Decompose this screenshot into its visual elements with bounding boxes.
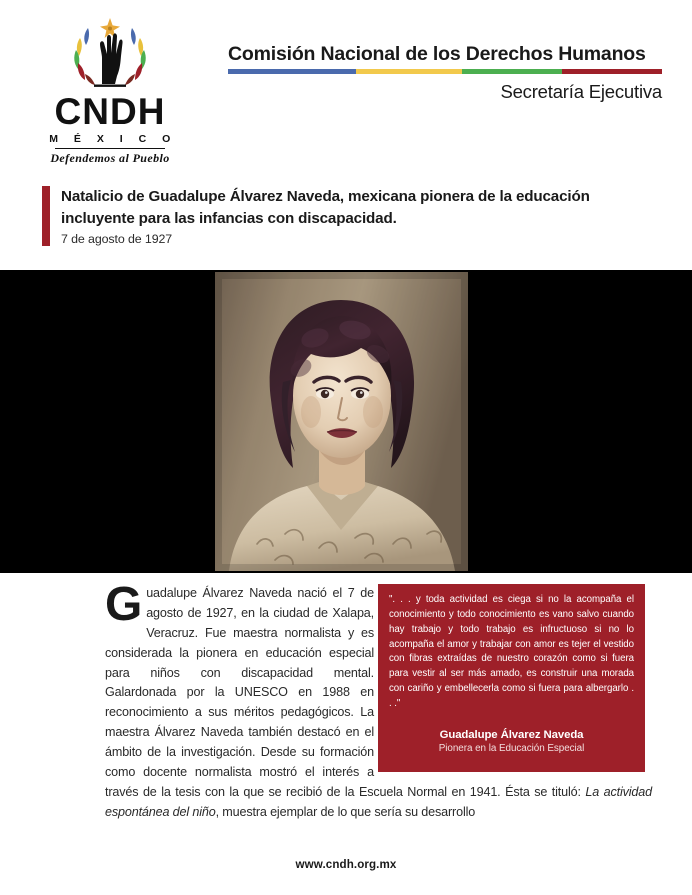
page-date: 7 de agosto de 1927 bbox=[61, 232, 173, 247]
article-body-text: uadalupe Álvarez Naveda nació el 7 de agosto de 1927, en la ciudad de Xalapa, Veracruz. Fue maestra normalista y es considerada la pionera en educación especial para niños con discapacidad mental. Galardonada por la UNESCO en 1988 en reconocimiento a sus méritos pedagógicos. La maestra Álvarez Naveda también destacó en el ámbito de la investigación. Desde su formación como docente normalista mostró el interés a través de la tesis con la que se recibió de la Escuela Normal en 1941. Ésta se tituló: bbox=[105, 586, 586, 799]
emblem-svg bbox=[54, 14, 166, 92]
page-title: Natalicio de Guadalupe Álvarez Naveda, mexicana pionera de la educación incluyente para las infancias con discapacidad. bbox=[61, 188, 590, 227]
portrait-band bbox=[0, 270, 692, 573]
secretariat-subtitle: Secretaría Ejecutiva bbox=[500, 81, 662, 103]
article-thesis-title: La actividad espontánea del niño bbox=[105, 784, 652, 819]
portrait-guadalupe-alvarez-naveda bbox=[215, 272, 468, 571]
article-section bbox=[0, 578, 692, 834]
pull-quote-author: Guadalupe Álvarez Naveda bbox=[439, 728, 584, 741]
cndh-hand-laurel-star-emblem bbox=[30, 14, 190, 92]
pull-quote-text: ". . . y toda actividad es ciega si no la acompaña el conocimiento y todo conocimiento es vano salvo cuando hay trabajo y todo trabajo es infructuoso si no lo acompaña el amor y trabajar con amor es tejer el vestido con fibras extraídas de nuestro corazón como si fuera para vestir al ser más amado, es construir una morada con cariño y embellecerla como si fuera para albergarlo . . ." bbox=[389, 594, 634, 709]
brand-color-bar bbox=[228, 69, 662, 74]
quote-wrap-spacer bbox=[374, 584, 652, 774]
page-header bbox=[0, 0, 692, 175]
logo-country: M É X I C O bbox=[49, 133, 177, 145]
document-title-block bbox=[42, 186, 652, 246]
portrait-svg bbox=[215, 272, 468, 571]
article-dropcap: G bbox=[105, 578, 143, 631]
logo-acronym: CNDH bbox=[54, 91, 166, 132]
color-bar-green bbox=[462, 69, 562, 74]
article-body bbox=[105, 578, 652, 823]
article-body-tail: , muestra ejemplar de lo que sería su desarrollo bbox=[215, 804, 476, 819]
cndh-logo bbox=[30, 14, 190, 166]
organization-title: Comisión Nacional de los Derechos Humanos bbox=[228, 43, 646, 65]
color-bar-red bbox=[562, 69, 662, 74]
title-accent-bar bbox=[42, 186, 50, 246]
footer-website-link[interactable]: www.cndh.org.mx bbox=[295, 858, 397, 871]
title-text-wrapper bbox=[61, 186, 652, 246]
header-titles bbox=[228, 44, 662, 103]
pull-quote-role: Pionera en la Educación Especial bbox=[438, 742, 585, 754]
color-bar-blue bbox=[228, 69, 356, 74]
page-footer bbox=[0, 855, 692, 873]
logo-divider bbox=[55, 148, 165, 149]
color-bar-yellow bbox=[356, 69, 462, 74]
logo-tagline: Defendemos al Pueblo bbox=[50, 151, 170, 165]
